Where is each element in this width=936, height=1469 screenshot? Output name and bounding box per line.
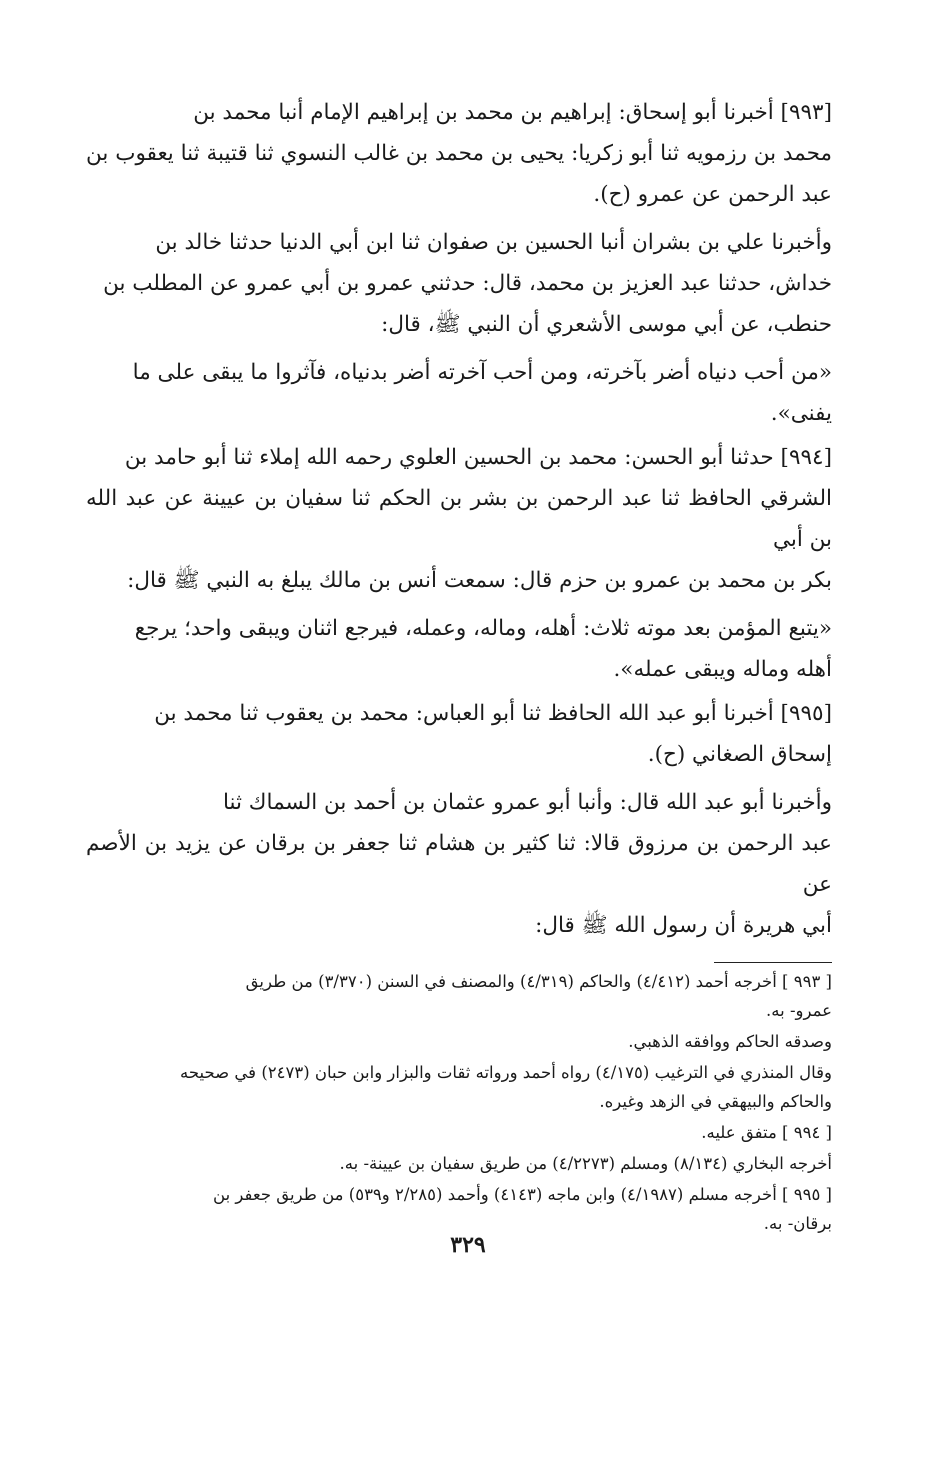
page-number: ٣٢٩	[450, 1232, 486, 1258]
footnote-994: [ ٩٩٤ ] متفق عليه.	[701, 1123, 832, 1142]
paragraph-hadith-994-chain: [٩٩٤] حدثنا أبو الحسن: محمد بن الحسين العلوي رحمه الله إملاء ثنا أبو حامد بن الشرقي الحافظ ثنا عبد الرحمن بن بشر بن الحكم ثنا سفيان بن عيينة عن عبد الله بن أبي بكر بن محمد بن عمرو بن حزم قال: سمعت أنس بن مالك يبلغ به النبي ﷺ قال:	[86, 445, 832, 593]
footnote-994-note-1: أخرجه البخاري (٨/١٣٤) ومسلم (٤/٢٢٧٣) من طريق سفيان بن عيينة- به.	[339, 1154, 832, 1173]
paragraph-hadith-993-chain: [٩٩٣] أخبرنا أبو إسحاق: إبراهيم بن محمد بن إبراهيم الإمام أنبا محمد بن محمد بن رزمويه ثنا أبو زكريا: يحيى بن محمد بن غالب النسوي ثنا قتيبة ثنا يعقوب بن عبد الرحمن عن عمرو (ح).	[86, 100, 832, 207]
paragraph-hadith-993-second-chain: وأخبرنا علي بن بشران أنبا الحسين بن صفوان ثنا ابن أبي الدنيا حدثنا خالد بن خداش، حدثنا عبد العزيز بن محمد، قال: حدثني عمرو بن أبي عمرو عن المطلب بن حنطب، عن أبي موسى الأشعري أن النبي ﷺ، قال:	[103, 230, 832, 337]
paragraph-hadith-993-text: «من أحب دنياه أضر بآخرته، ومن أحب آخرته أضر بدنياه، فآثروا ما يبقى على ما يفنى».	[132, 360, 832, 426]
paragraph-hadith-995-chain: [٩٩٥] أخبرنا أبو عبد الله الحافظ ثنا أبو العباس: محمد بن يعقوب ثنا محمد بن إسحاق الصغاني (ح).	[154, 701, 832, 767]
footnote-993-note-1: وصدقه الحاكم ووافقه الذهبي.	[628, 1032, 832, 1051]
footnote-993-note-2: وقال المنذري في الترغيب (٤/١٧٥) رواه أحمد ورواته ثقات والبزار وابن حبان (٢٤٧٣) في صحيحه والحاكم والبيهقي في الزهد وغيره.	[180, 1063, 832, 1111]
footnote-993: [ ٩٩٣ ] أخرجه أحمد (٤/٤١٢) والحاكم (٤/٣١٩) والمصنف في السنن (٣/٣٧٠) من طريق عمرو- به.	[245, 972, 832, 1020]
paragraph-hadith-995-second-chain: وأخبرنا أبو عبد الله قال: وأنبا أبو عمرو عثمان بن أحمد بن السماك ثنا عبد الرحمن بن مرزوق قالا: ثنا كثير بن هشام ثنا جعفر بن برقان عن يزيد بن الأصم عن أبي هريرة أن رسول الله ﷺ قال:	[86, 790, 832, 938]
page-body	[86, 92, 832, 1238]
paragraph-hadith-994-text: «يتبع المؤمن بعد موته ثلاث: أهله، وماله، وعمله، فيرجع اثنان ويبقى واحد؛ يرجع أهله وماله ويبقى عمله».	[134, 616, 832, 682]
footnote-995: [ ٩٩٥ ] أخرجه مسلم (٤/١٩٨٧) وابن ماجه (٤١٤٣) وأحمد (٢/٢٨٥ و٥٣٩) من طريق جعفر بن برقان- به.	[213, 1185, 832, 1233]
footnote-divider	[714, 962, 832, 963]
